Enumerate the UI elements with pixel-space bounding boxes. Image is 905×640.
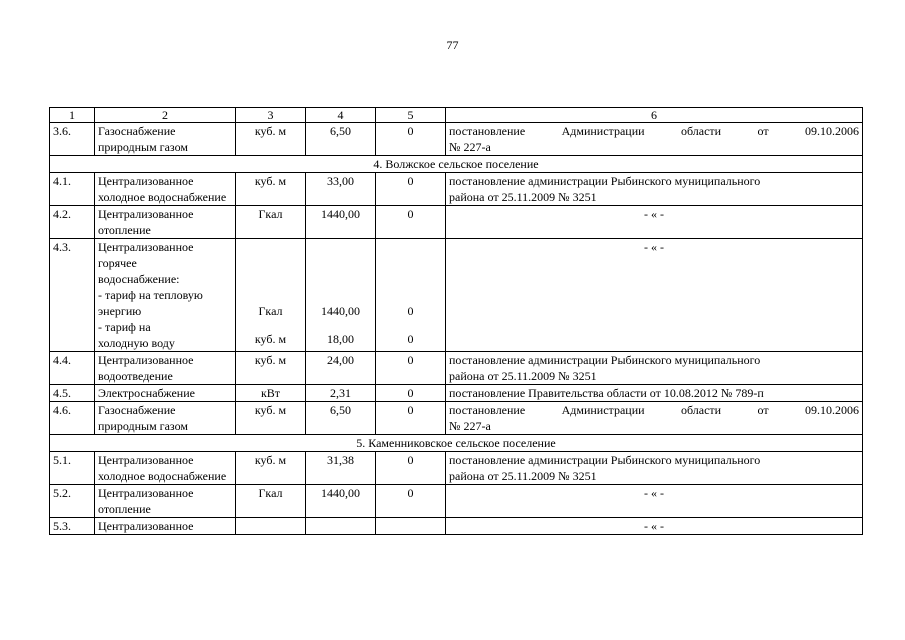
row-number: 4.4.: [50, 352, 95, 385]
rate-cell: [306, 518, 376, 535]
basis-line: постановление Администрации области от 09.10.2006: [449, 403, 859, 417]
col5-cell: 0: [376, 206, 446, 239]
header-cell: 2: [95, 108, 236, 123]
header-cell: 3: [236, 108, 306, 123]
service-name: Централизованное горячее водоснабжение: - тариф на тепловую энергию - тариф на холодную воду: [95, 239, 236, 352]
row-number: 4.5.: [50, 385, 95, 402]
rate-cell: 6,50: [306, 123, 376, 156]
table-row: [50, 123, 863, 156]
service-name: Централизованное водоотведение: [95, 352, 236, 385]
service-name: Централизованное: [95, 518, 236, 535]
table-row: [50, 402, 863, 435]
tariff-table: [49, 107, 863, 535]
basis-line: № 227-а: [449, 140, 491, 154]
page-number: 77: [446, 38, 459, 52]
basis-line: № 227-а: [449, 419, 491, 433]
section-title: 4. Волжское сельское поселение: [50, 156, 863, 173]
row-number: 4.6.: [50, 402, 95, 435]
rate-cell: 2,31: [306, 385, 376, 402]
col5-cell: [376, 518, 446, 535]
header-cell: 5: [376, 108, 446, 123]
header-cell: 6: [446, 108, 863, 123]
unit-cell: [236, 239, 306, 352]
service-name: Электроснабжение: [95, 385, 236, 402]
basis-cell: - « -: [446, 518, 863, 535]
col5-cell: 0: [376, 173, 446, 206]
table-row: [50, 206, 863, 239]
col5-cell: [376, 239, 446, 352]
col5-cell: 0: [376, 385, 446, 402]
table-row: [50, 518, 863, 535]
rate-cell: 31,38: [306, 452, 376, 485]
col5-cell: 0: [376, 452, 446, 485]
col5-cell: 0: [376, 123, 446, 156]
unit-cell: куб. м: [236, 173, 306, 206]
basis-cell: - « -: [446, 206, 863, 239]
row-number: 4.2.: [50, 206, 95, 239]
table-row: [50, 239, 863, 352]
unit-water: куб. м: [254, 332, 287, 346]
rate-cell: 1440,00: [306, 206, 376, 239]
unit-cell: куб. м: [236, 452, 306, 485]
unit-cell: Гкал: [236, 206, 306, 239]
table-row: [50, 352, 863, 385]
basis-line: постановление администрации Рыбинского муниципального: [449, 453, 761, 467]
col5-cell: 0: [376, 352, 446, 385]
service-name: Газоснабжение природным газом: [95, 402, 236, 435]
row-number: 5.3.: [50, 518, 95, 535]
col5-cell: 0: [376, 485, 446, 518]
section-title: 5. Каменниковское сельское поселение: [50, 435, 863, 452]
unit-cell: [236, 518, 306, 535]
rate-water: 18,00: [327, 332, 354, 346]
basis-cell: - « -: [446, 239, 863, 352]
unit-cell: кВт: [236, 385, 306, 402]
basis-cell: [446, 352, 863, 385]
col5-heat: 0: [407, 304, 414, 318]
col5-cell: 0: [376, 402, 446, 435]
service-name: Централизованное холодное водоснабжение: [95, 452, 236, 485]
table-row: [50, 452, 863, 485]
basis-cell: [446, 123, 863, 156]
basis-cell: [446, 452, 863, 485]
rate-cell: 24,00: [306, 352, 376, 385]
row-number: 5.1.: [50, 452, 95, 485]
basis-cell: [446, 173, 863, 206]
basis-line: постановление Администрации области от 09.10.2006: [449, 124, 859, 138]
table-header-row: [50, 108, 863, 123]
col5-water: 0: [407, 332, 414, 346]
row-number: 3.6.: [50, 123, 95, 156]
service-name: Централизованное отопление: [95, 485, 236, 518]
rate-heat: 1440,00: [321, 304, 360, 318]
basis-line: района от 25.11.2009 № 3251: [449, 469, 597, 483]
rate-cell: 1440,00: [306, 485, 376, 518]
section-row: [50, 435, 863, 452]
basis-cell: [446, 402, 863, 435]
table-row: [50, 485, 863, 518]
header-cell: 1: [50, 108, 95, 123]
service-name: Централизованное холодное водоснабжение: [95, 173, 236, 206]
basis-cell: постановление Правительства области от 10.08.2012 № 789-п: [446, 385, 863, 402]
row-number: 4.3.: [50, 239, 95, 352]
service-name: Газоснабжение природным газом: [95, 123, 236, 156]
basis-line: района от 25.11.2009 № 3251: [449, 190, 597, 204]
basis-line: района от 25.11.2009 № 3251: [449, 369, 597, 383]
rate-cell: [306, 239, 376, 352]
unit-cell: куб. м: [236, 123, 306, 156]
table-row: [50, 173, 863, 206]
basis-cell: - « -: [446, 485, 863, 518]
table-row: [50, 385, 863, 402]
basis-line: постановление администрации Рыбинского муниципального: [449, 174, 761, 188]
rate-cell: 6,50: [306, 402, 376, 435]
section-row: [50, 156, 863, 173]
unit-cell: Гкал: [236, 485, 306, 518]
unit-cell: куб. м: [236, 402, 306, 435]
rate-cell: 33,00: [306, 173, 376, 206]
header-cell: 4: [306, 108, 376, 123]
basis-line: постановление администрации Рыбинского муниципального: [449, 353, 761, 367]
service-name: Централизованное отопление: [95, 206, 236, 239]
row-number: 4.1.: [50, 173, 95, 206]
row-number: 5.2.: [50, 485, 95, 518]
unit-cell: куб. м: [236, 352, 306, 385]
unit-heat: Гкал: [258, 304, 283, 318]
